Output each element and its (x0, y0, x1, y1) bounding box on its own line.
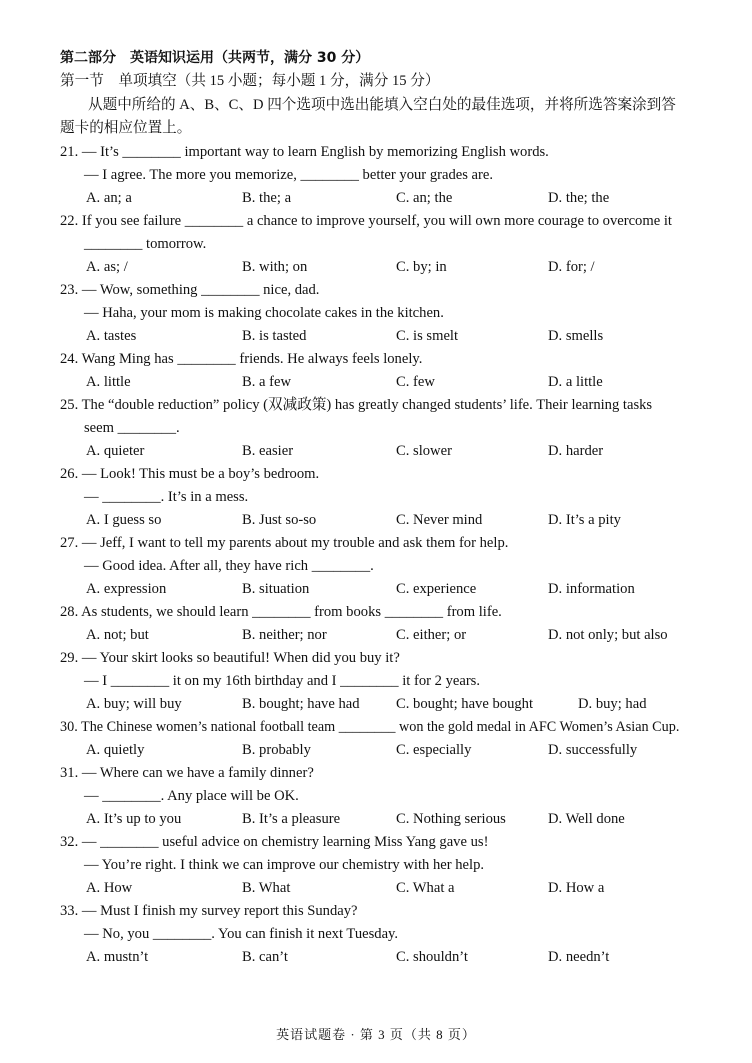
q24-option-b[interactable]: B. a few (242, 374, 292, 390)
q27-option-b[interactable]: B. situation (242, 581, 310, 597)
q31-option-a[interactable]: A. It’s up to you (86, 811, 182, 827)
question-28-stem: 28. As students, we should learn ________ from books ________ from life. (60, 604, 502, 620)
q33-option-b[interactable]: B. can’t (242, 949, 288, 965)
q30-option-b[interactable]: B. probably (242, 742, 311, 758)
q25-option-a[interactable]: A. quieter (86, 443, 145, 459)
q29-option-a[interactable]: A. buy; will buy (86, 696, 182, 712)
question-22-stem: 22. If you see failure ________ a chance to improve yourself, you will own more courage to overcome it (60, 213, 672, 229)
part-heading: 第二部分 英语知识运用（共两节，满分 30 分） (60, 50, 370, 66)
q24-option-a[interactable]: A. little (86, 374, 131, 390)
question-31-stem: 31. — Where can we have a family dinner? (60, 765, 314, 781)
q22-option-c[interactable]: C. by; in (396, 259, 447, 275)
q27-option-a[interactable]: A. expression (86, 581, 167, 597)
q30-option-c[interactable]: C. especially (396, 742, 472, 758)
q28-option-d[interactable]: D. not only; but also (548, 627, 668, 643)
question-26-reply: — ________. It’s in a mess. (84, 489, 249, 505)
q23-option-a[interactable]: A. tastes (86, 328, 137, 344)
q28-option-a[interactable]: A. not; but (86, 627, 149, 643)
section-heading: 第一节 单项填空（共 15 小题；每小题 1 分，满分 15 分） (60, 73, 440, 89)
q25-option-c[interactable]: C. slower (396, 443, 452, 459)
question-22-stem-cont: ________ tomorrow. (84, 236, 207, 252)
q28-option-c[interactable]: C. either; or (396, 627, 467, 643)
instruction-line-2: 题卡的相应位置上。 (60, 120, 192, 136)
q22-option-d[interactable]: D. for; / (548, 259, 595, 275)
question-25-stem-cont: seem ________. (84, 420, 180, 436)
q33-option-c[interactable]: C. shouldn’t (396, 949, 468, 965)
q21-option-d[interactable]: D. the; the (548, 190, 610, 206)
q30-option-a[interactable]: A. quietly (86, 742, 145, 758)
q31-option-c[interactable]: C. Nothing serious (396, 811, 506, 827)
q27-option-c[interactable]: C. experience (396, 581, 477, 597)
instruction-line-1: 从题中所给的 A、B、C、D 四个选项中选出能填入空白处的最佳选项，并将所选答案涂到答 (88, 97, 676, 113)
q23-option-d[interactable]: D. smells (548, 328, 604, 344)
q33-option-a[interactable]: A. mustn’t (86, 949, 149, 965)
q22-option-a[interactable]: A. as; / (86, 259, 128, 275)
question-31-reply: — ________. Any place will be OK. (84, 788, 299, 804)
q33-option-d[interactable]: D. needn’t (548, 949, 610, 965)
question-24-stem: 24. Wang Ming has ________ friends. He always feels lonely. (60, 351, 423, 367)
q26-option-d[interactable]: D. It’s a pity (548, 512, 621, 528)
q26-option-b[interactable]: B. Just so-so (242, 512, 317, 528)
q21-option-b[interactable]: B. the; a (242, 190, 292, 206)
q32-option-c[interactable]: C. What a (396, 880, 455, 896)
question-23-reply: — Haha, your mom is making chocolate cakes in the kitchen. (84, 305, 444, 321)
question-29-stem: 29. — Your skirt looks so beautiful! When did you buy it? (60, 650, 400, 666)
q28-option-b[interactable]: B. neither; nor (242, 627, 327, 643)
question-27-reply: — Good idea. After all, they have rich ________. (84, 558, 374, 574)
question-32-stem: 32. — ________ useful advice on chemistry learning Miss Yang gave us! (60, 834, 489, 850)
q25-option-d[interactable]: D. harder (548, 443, 604, 459)
q29-option-d[interactable]: D. buy; had (578, 696, 647, 712)
page-footer: 英语试题卷 · 第 3 页（共 8 页） (276, 1027, 476, 1042)
q30-option-d[interactable]: D. successfully (548, 742, 638, 758)
q21-option-a[interactable]: A. an; a (86, 190, 132, 206)
q24-option-c[interactable]: C. few (396, 374, 435, 390)
question-32-reply: — You’re right. I think we can improve our chemistry with her help. (84, 857, 485, 873)
question-21-reply: — I agree. The more you memorize, ________ better your grades are. (84, 167, 494, 183)
q26-option-a[interactable]: A. I guess so (86, 512, 162, 528)
question-21-stem: 21. — It’s ________ important way to learn English by memorizing English words. (60, 144, 549, 160)
q26-option-c[interactable]: C. Never mind (396, 512, 483, 528)
q29-option-c[interactable]: C. bought; have bought (396, 696, 534, 712)
question-30-stem: 30. The Chinese women’s national football team ________ won the gold medal in AFC Women’s Asian Cup. (60, 719, 680, 735)
q22-option-b[interactable]: B. with; on (242, 259, 308, 275)
q32-option-a[interactable]: A. How (86, 880, 133, 896)
q29-option-b[interactable]: B. bought; have had (242, 696, 360, 712)
q27-option-d[interactable]: D. information (548, 581, 635, 597)
question-33-stem: 33. — Must I finish my survey report this Sunday? (60, 903, 358, 919)
q25-option-b[interactable]: B. easier (242, 443, 294, 459)
q31-option-b[interactable]: B. It’s a pleasure (242, 811, 341, 827)
question-25-stem: 25. The “double reduction” policy (双减政策) has greatly changed students’ life. Their learning tasks (60, 397, 653, 413)
q23-option-c[interactable]: C. is smelt (396, 328, 459, 344)
question-33-reply: — No, you ________. You can finish it next Tuesday. (84, 926, 399, 942)
q31-option-d[interactable]: D. Well done (548, 811, 625, 827)
q32-option-d[interactable]: D. How a (548, 880, 605, 896)
q32-option-b[interactable]: B. What (242, 880, 291, 896)
q21-option-c[interactable]: C. an; the (396, 190, 453, 206)
question-23-stem: 23. — Wow, something ________ nice, dad. (60, 282, 320, 298)
question-27-stem: 27. — Jeff, I want to tell my parents about my trouble and ask them for help. (60, 535, 509, 551)
question-29-reply: — I ________ it on my 16th birthday and I ________ it for 2 years. (84, 673, 481, 689)
q23-option-b[interactable]: B. is tasted (242, 328, 307, 344)
question-26-stem: 26. — Look! This must be a boy’s bedroom. (60, 466, 320, 482)
q24-option-d[interactable]: D. a little (548, 374, 603, 390)
